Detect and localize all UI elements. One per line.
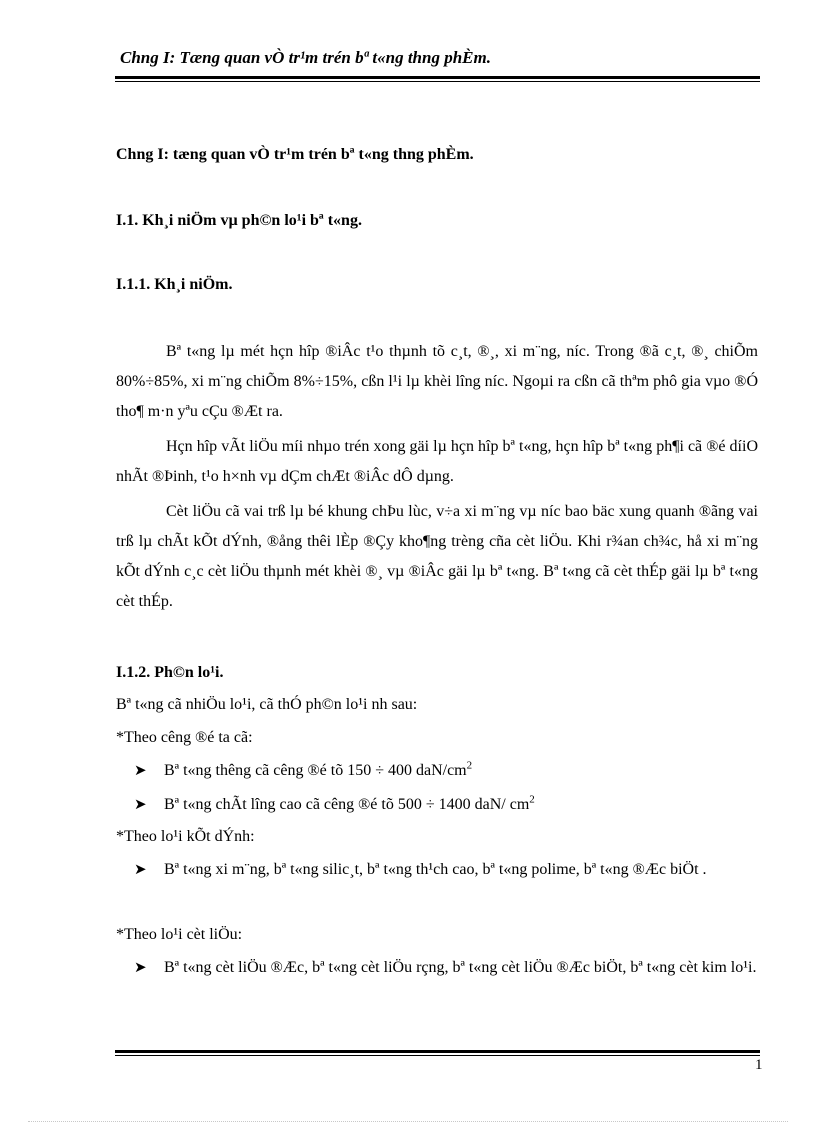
header-rule-thick bbox=[115, 76, 760, 79]
list-item bbox=[134, 755, 758, 787]
page-bottom-dotted-line bbox=[28, 1121, 788, 1122]
arrow-bullet-icon: ➤ bbox=[134, 960, 147, 976]
page-number: 1 bbox=[755, 1057, 763, 1073]
paragraph-aggregate: Cèt liÖu cã vai trß lµ bé khung chÞu lùc, v÷a xi m¨ng vµ níc bao bäc xung quanh ®ãng vai trß lµ chÃt kÕt dÝnh, ®ång thêi lÈp ®Çy kho¶ng trèng cña cèt liÖu. Khi r¾an ch¾c, hå xi m¨ng kÕt dÝnh c¸c cèt liÖu thµnh mét khèi ®¸ vµ ®iÂc gäi lµ bª t«ng. Bª t«ng cã cèt thÉp gäi lµ bª t«ng cèt thÉp. bbox=[116, 503, 758, 610]
classification-intro: Bª t«ng cã nhiÖu lo¹i, cã thÓ ph©n lo¹i nh sau: bbox=[116, 696, 418, 713]
paragraph-mixture: Hçn hîp vÃt liÖu míi nhµo trén xong gäi lµ hçn hîp bª t«ng, hçn hîp bª t«ng ph¶i cã ®é díiO nhÃt ®Þinh, t¹o h×nh vµ dÇm chÆt ®iÂc dÔ dµng. bbox=[116, 438, 758, 485]
section-heading-1-1: I.1. Kh¸i niÖm vµ ph©n lo¹i bª t«ng. bbox=[116, 212, 362, 229]
arrow-bullet-icon: ➤ bbox=[134, 862, 147, 878]
section-heading-1-1-1: I.1.1. Kh¸i niÖm. bbox=[116, 276, 233, 293]
group-label-strength: *Theo cêng ®é ta cã: bbox=[116, 729, 253, 746]
section-heading-1-1-2: I.1.2. Ph©n lo¹i. bbox=[116, 664, 224, 681]
running-header-title: Chng I: Tæng quan vÒ tr¹m trén bª t«ng thng phÈm. bbox=[120, 48, 491, 67]
paragraph-definition: Bª t«ng lµ mét hçn hîp ®iÂc t¹o thµnh tõ c¸t, ®¸, xi m¨ng, níc. Trong ®ã c¸t, ®¸ chiÕm 80%÷85%, xi m¨ng chiÕm 8%÷15%, cßn l¹i lµ khèi lîng níc. Ngoµi ra cßn cã thªm phô gia vµo ®Ó tho¶ m·n yªu cÇu ®Æt ra. bbox=[116, 343, 758, 420]
list-item bbox=[134, 854, 758, 886]
group-label-binder: *Theo lo¹i kÕt dÝnh: bbox=[116, 828, 255, 845]
header-rule-thin bbox=[115, 81, 760, 82]
group-label-aggregate: *Theo lo¹i cèt liÖu: bbox=[116, 926, 243, 943]
superscript: 2 bbox=[466, 759, 473, 772]
list-item-text: Bª t«ng xi m¨ng, bª t«ng silic¸t, bª t«ng th¹ch cao, bª t«ng polime, bª t«ng ®Æc biÖt . bbox=[164, 861, 707, 878]
list-item bbox=[134, 789, 758, 821]
arrow-bullet-icon: ➤ bbox=[134, 797, 147, 813]
footer-rule-thick bbox=[115, 1050, 760, 1053]
list-item-text: Bª t«ng thêng cã cêng ®é tõ 150 ÷ 400 daN/cm bbox=[164, 762, 467, 779]
list-item-text: Bª t«ng cèt liÖu ®Æc, bª t«ng cèt liÖu rçng, bª t«ng cèt liÖu ®Æc biÖt, bª t«ng cèt kim lo¹i. bbox=[164, 959, 757, 976]
chapter-title: Chng I: tæng quan vÒ tr¹m trén bª t«ng thng phÈm. bbox=[116, 146, 474, 163]
arrow-bullet-icon: ➤ bbox=[134, 763, 147, 779]
footer-rule-thin bbox=[115, 1055, 760, 1056]
list-item bbox=[134, 952, 758, 984]
superscript: 2 bbox=[529, 793, 535, 806]
list-item-text: Bª t«ng chÃt lîng cao cã cêng ®é tõ 500 ÷ 1400 daN/ cm bbox=[164, 796, 530, 813]
